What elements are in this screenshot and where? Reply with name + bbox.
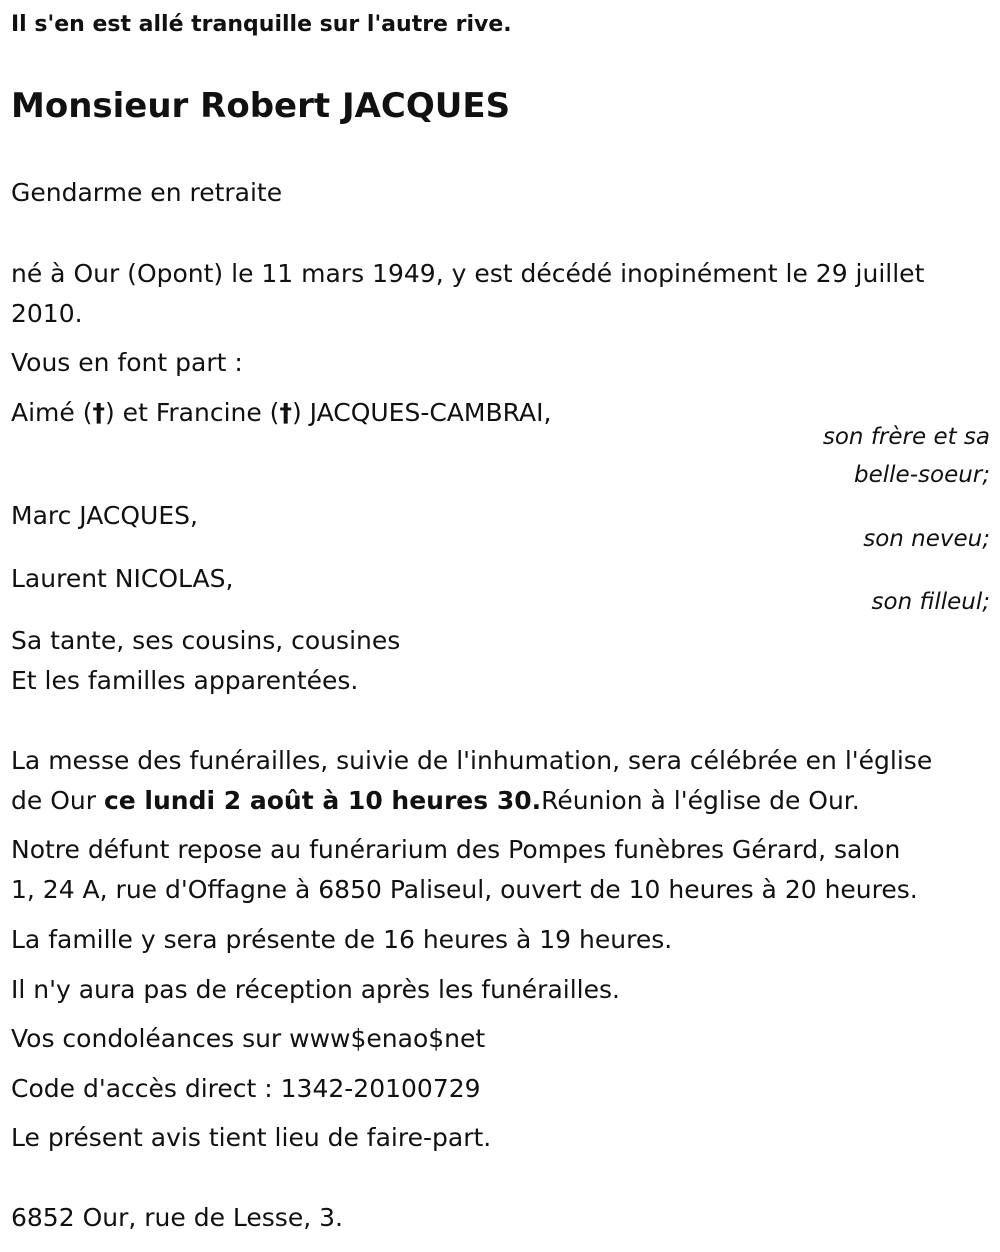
funeral-meeting: Réunion à l'église de Our. (541, 786, 860, 815)
family-entry-1-part-2: ) et Francine ( (104, 398, 280, 427)
relation-nephew: son neveu; (863, 526, 990, 552)
other-family-line-1: Sa tante, ses cousins, cousines (11, 626, 401, 655)
family-entry-1-part-3: ) JACQUES-CAMBRAI, (291, 398, 552, 427)
family-entry-1-part-1: Aimé ( (11, 398, 93, 427)
family-entry-1 (11, 393, 551, 433)
condolences-site: Vos condoléances sur www$enao$net (11, 1024, 486, 1053)
funeral-place: de Our (11, 786, 104, 815)
birth-death-line-2: 2010. (11, 299, 83, 328)
relation-godson: son filleul; (871, 589, 990, 615)
home-address: 6852 Our, rue de Lesse, 3. (11, 1203, 343, 1232)
epigraph: Il s'en est allé tranquille sur l'autre rive. (11, 12, 512, 37)
relation-brother-line-1: son frère et sa (822, 424, 990, 450)
funeral-line-2 (11, 781, 860, 821)
family-entry-2: Marc JACQUES, (11, 501, 198, 530)
access-code: Code d'accès direct : 1342-20100729 (11, 1074, 481, 1103)
birth-death-line-1: né à Our (Opont) le 11 mars 1949, y est décédé inopinément le 29 juillet (11, 259, 925, 288)
funeral-date-time: ce lundi 2 août à 10 heures 30. (103, 786, 542, 815)
funeral-line-1: La messe des funérailles, suivie de l'inhumation, sera célébrée en l'église (11, 746, 933, 775)
family-presence: La famille y sera présente de 16 heures à 19 heures. (11, 925, 673, 954)
occupation: Gendarme en retraite (11, 178, 283, 207)
announce-text: Vous en font part : (11, 348, 243, 377)
relation-brother-line-2: belle-soeur; (854, 462, 990, 488)
funerarium-line-2: 1, 24 A, rue d'Offagne à 6850 Paliseul, ouvert de 10 heures à 20 heures. (11, 875, 918, 904)
cross-icon: † (279, 398, 292, 427)
cross-icon: † (92, 398, 105, 427)
no-reception: Il n'y aura pas de réception après les funérailles. (11, 975, 620, 1004)
other-family-line-2: Et les familles apparentées. (11, 666, 359, 695)
deceased-name: Monsieur Robert JACQUES (11, 86, 511, 126)
notice-text: Le présent avis tient lieu de faire-part. (11, 1123, 492, 1152)
family-entry-3: Laurent NICOLAS, (11, 564, 234, 593)
funerarium-line-1: Notre défunt repose au funérarium des Pompes funèbres Gérard, salon (11, 835, 901, 864)
